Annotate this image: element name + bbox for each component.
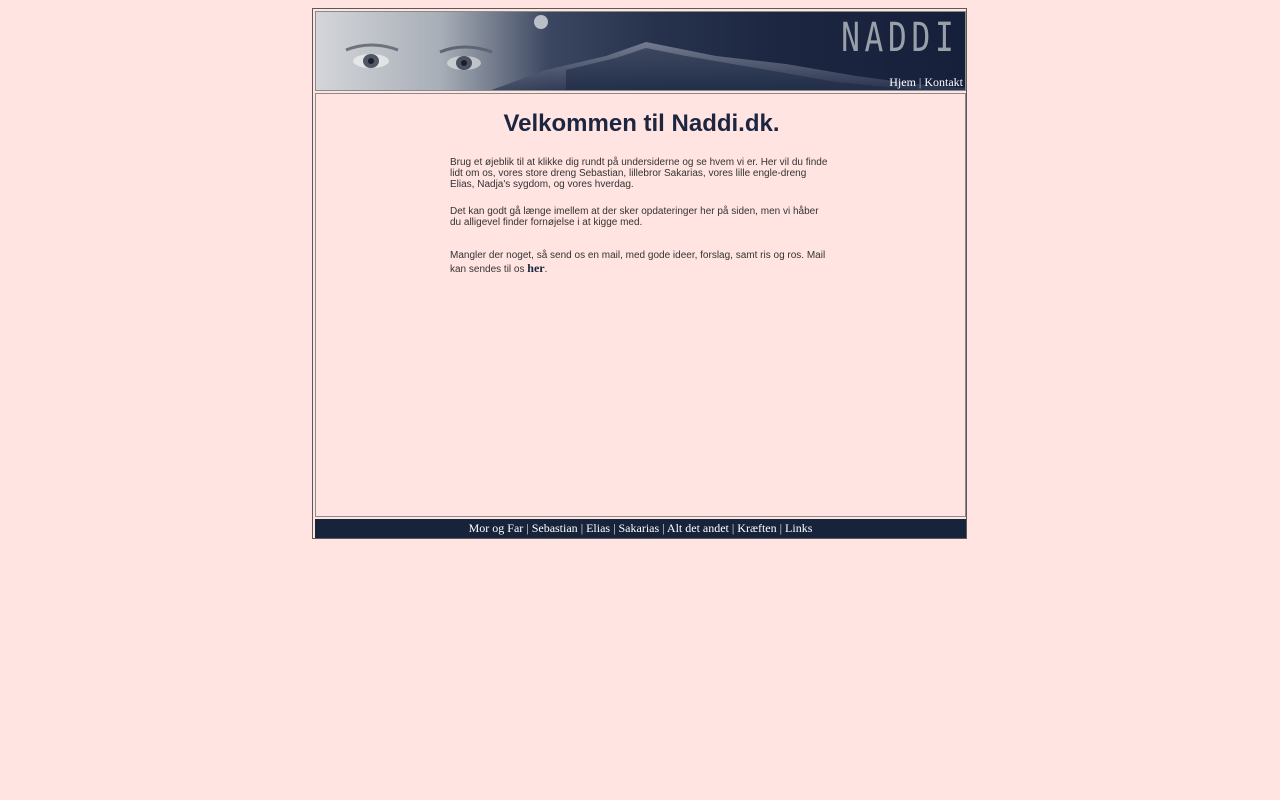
mail-link[interactable]: her: [527, 261, 545, 275]
nav-separator: |: [918, 75, 922, 89]
page-title: Velkommen til Naddi.dk.: [503, 110, 780, 137]
footer-link-sakarias[interactable]: Sakarias: [618, 521, 660, 535]
footer-separator: |: [526, 521, 529, 535]
update-paragraph: Det kan godt gå længe imellem at der sker opdateringer her på siden, men vi håber du alligevel finder fornøjelse i at kigge med.: [450, 206, 819, 228]
header-banner: [315, 11, 966, 91]
footer-separator: |: [613, 521, 616, 535]
nav-link-contact[interactable]: Kontakt: [924, 75, 963, 89]
page-frame: [312, 8, 967, 539]
footer-separator: |: [580, 521, 584, 535]
mail-paragraph: [450, 250, 832, 276]
mail-paragraph-text: Mangler der noget, så send os en mail, med gode ideer, forslag, samt ris og ros. Mail kan sendes til os: [450, 250, 826, 275]
footer-nav: [315, 519, 966, 538]
footer-link-alt-det-andet[interactable]: Alt det andet: [666, 521, 729, 535]
main-content: [315, 93, 966, 517]
nav-link-home[interactable]: Hjem: [889, 75, 916, 89]
mail-paragraph-end: .: [544, 264, 548, 275]
footer-link-kraeften[interactable]: Kræften: [737, 521, 777, 535]
footer-link-mor-og-far[interactable]: Mor og Far: [468, 521, 524, 535]
intro-paragraph: Brug et øjeblik til at klikke dig rundt på undersiderne og se hvem vi er. Her vil du finde lidt om os, vores store dreng Sebastian, lillebror Sakarias, vores lille engle-dreng Elias, Nadja's sygdom, og vores hverdag.: [450, 157, 828, 190]
footer-link-elias[interactable]: Elias: [586, 521, 611, 535]
footer-separator: |: [779, 521, 783, 535]
footer-separator: |: [731, 521, 735, 535]
site-logo[interactable]: NADDI: [840, 15, 958, 61]
footer-link-links[interactable]: Links: [785, 521, 813, 535]
footer-link-sebastian[interactable]: Sebastian: [531, 521, 578, 535]
top-nav: [889, 75, 963, 90]
footer-separator: |: [662, 521, 665, 535]
